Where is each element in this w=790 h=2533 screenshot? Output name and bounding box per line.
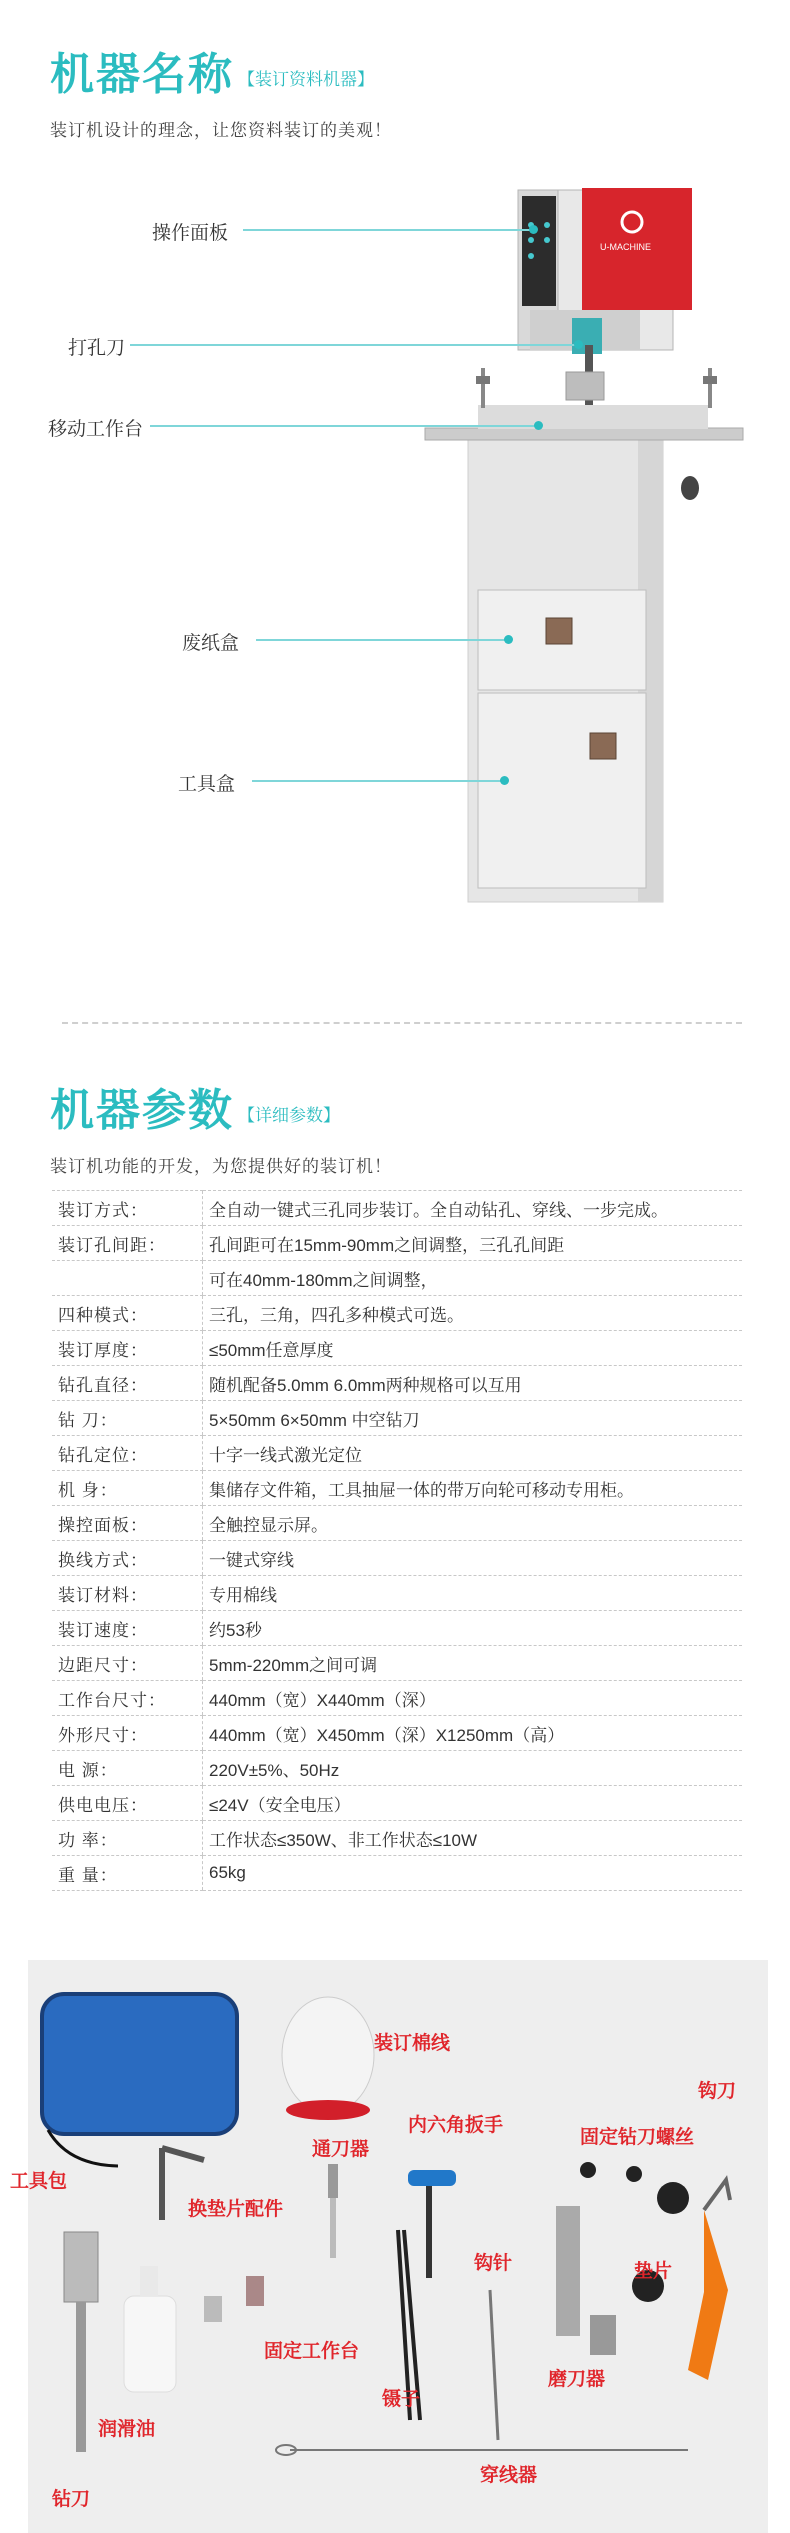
spec-key: 操控面板： (52, 1506, 202, 1541)
oil-bottle-image (124, 2266, 176, 2392)
table-row (52, 1471, 742, 1506)
binding-machine-illustration (0, 0, 790, 960)
label-crochet-needle: 钩针 (474, 2253, 513, 2274)
leader-dot (504, 635, 513, 644)
worktable (425, 428, 743, 440)
spec-value: 5×50mm 6×50mm 中空钻刀 (203, 1401, 742, 1436)
spec-value: 全触控显示屏。 (203, 1506, 742, 1541)
label-drill-screw: 固定钻刀螺丝 (580, 2127, 695, 2148)
table-row (52, 1786, 742, 1821)
tool-bag-image (42, 1994, 237, 2166)
table-row (52, 1611, 742, 1646)
spec-value: 十字一线式激光定位 (203, 1436, 742, 1471)
spec-value: 440mm（宽）X440mm（深） (203, 1681, 742, 1716)
crochet-needle-image (490, 2290, 498, 2440)
section1-title: 机器名称 (50, 50, 234, 99)
spec-value: 孔间距可在15mm-90mm之间调整，三孔孔间距 (203, 1226, 742, 1261)
section1-subtitle: 装订机设计的理念，让您资料装订的美观！ (50, 121, 392, 140)
callout-tool-box: 工具盒 (178, 774, 236, 795)
table-row (52, 1401, 742, 1436)
hook-knife-image (688, 2180, 730, 2380)
spec-key: 装订速度： (52, 1611, 202, 1646)
table-row (52, 1331, 742, 1366)
spec-key: 钻孔直径： (52, 1366, 202, 1401)
spec-key: 装订厚度： (52, 1331, 202, 1366)
spec-value: 随机配备5.0mm 6.0mm两种规格可以互用 (203, 1366, 742, 1401)
spec-value: 一键式穿线 (203, 1541, 742, 1576)
leader-dot (529, 225, 538, 234)
hex-key-image (408, 2170, 456, 2278)
thread-spool-image (282, 1997, 374, 2120)
drill-screw-image (657, 2182, 689, 2214)
spec-key: 装订材料： (52, 1576, 202, 1611)
spec-value: 5mm-220mm之间可调 (203, 1646, 742, 1681)
spec-value: 可在40mm-180mm之间调整， (203, 1261, 742, 1296)
spec-value: 全自动一键式三孔同步装订。全自动钻孔、穿线、一步完成。 (203, 1191, 742, 1226)
leader-dot (574, 340, 583, 349)
table-row (52, 1261, 742, 1296)
spec-value: 集储存文件箱，工具抽屉一体的带万向轮可移动专用柜。 (203, 1471, 742, 1506)
label-oil: 润滑油 (98, 2419, 156, 2440)
table-row (52, 1716, 742, 1751)
section-divider (62, 1022, 742, 1024)
spec-table (52, 1190, 742, 1891)
leader-line (256, 639, 508, 641)
callout-punch-knife: 打孔刀 (68, 338, 126, 359)
label-gasket: 垫片 (634, 2261, 673, 2282)
table-row (52, 1296, 742, 1331)
table-row (52, 1506, 742, 1541)
spec-key: 钻孔定位： (52, 1436, 202, 1471)
waste-drawer-knob (546, 618, 572, 644)
tool-drawer (478, 693, 646, 888)
spec-key: 钻 刀： (52, 1401, 202, 1436)
leader-dot (500, 776, 509, 785)
spec-value: ≤50mm任意厚度 (203, 1331, 742, 1366)
spec-key (52, 1261, 202, 1296)
spec-value: 三孔，三角，四孔多种模式可选。 (203, 1296, 742, 1331)
spec-key: 功 率： (52, 1821, 202, 1856)
fixing-table-part (246, 2276, 264, 2306)
table-row (52, 1191, 742, 1226)
section2-tag: 【详细参数】 (238, 1106, 340, 1125)
table-row (52, 1751, 742, 1786)
callout-waste-box: 废纸盒 (182, 633, 240, 654)
spec-value: 440mm（宽）X450mm（深）X1250mm（高） (203, 1716, 742, 1751)
callout-worktable: 移动工作台 (48, 419, 144, 440)
label-drill-bit: 钻刀 (52, 2489, 91, 2510)
spec-key: 重 量： (52, 1856, 202, 1891)
label-sharpener: 磨刀器 (548, 2369, 606, 2390)
label-gasket-parts: 换垫片配件 (188, 2199, 284, 2220)
label-hex-key: 内六角扳手 (408, 2115, 504, 2136)
section2-subtitle: 装订机功能的开发，为您提供好的装订机！ (50, 1157, 392, 1176)
table-row (52, 1681, 742, 1716)
label-threader: 穿线器 (480, 2465, 538, 2486)
cabinet-handle-hole (681, 476, 699, 500)
spec-value: 工作状态≤350W、非工作状态≤10W (203, 1821, 742, 1856)
leader-dot (534, 421, 543, 430)
spec-value: 220V±5%、50Hz (203, 1751, 742, 1786)
table-row (52, 1821, 742, 1856)
section2-header (50, 1074, 392, 1177)
leader-line (243, 229, 533, 231)
label-thread: 装订棉线 (374, 2033, 451, 2054)
label-hole-cleaner: 通刀器 (312, 2139, 370, 2160)
tool-drawer-knob (590, 733, 616, 759)
spec-value: ≤24V（安全电压） (203, 1786, 742, 1821)
tools-panel (10, 1960, 768, 2533)
table-row (52, 1436, 742, 1471)
table-row (52, 1226, 742, 1261)
spec-key: 边距尺寸： (52, 1646, 202, 1681)
spec-value: 约53秒 (203, 1611, 742, 1646)
sharpener-image (556, 2206, 616, 2355)
label-tool-bag: 工具包 (10, 2171, 68, 2192)
spec-key: 装订孔间距： (52, 1226, 202, 1261)
table-row (52, 1366, 742, 1401)
section1-tag: 【装订资料机器】 (238, 70, 374, 89)
callout-control-panel: 操作面板 (152, 223, 229, 244)
spec-key: 电 源： (52, 1751, 202, 1786)
label-fixing-table: 固定工作台 (264, 2341, 360, 2362)
control-panel (522, 196, 556, 306)
table-row (52, 1541, 742, 1576)
table-row (52, 1856, 742, 1891)
spec-key: 机 身： (52, 1471, 202, 1506)
table-row (52, 1646, 742, 1681)
leader-line (130, 344, 578, 346)
hole-cleaner-image (328, 2164, 338, 2258)
leader-line (252, 780, 504, 782)
section2-title: 机器参数 (50, 1086, 234, 1135)
spec-key: 四种模式： (52, 1296, 202, 1331)
spec-key: 换线方式： (52, 1541, 202, 1576)
spec-key: 供电电压： (52, 1786, 202, 1821)
drill-bit-image (64, 2232, 98, 2452)
spec-value: 65kg (203, 1856, 742, 1891)
spec-key: 工作台尺寸： (52, 1681, 202, 1716)
label-hook-knife: 钩刀 (698, 2081, 737, 2102)
brand-mark: U-MACHINE (600, 242, 651, 252)
table-row (52, 1576, 742, 1611)
spec-key: 外形尺寸： (52, 1716, 202, 1751)
spec-key: 装订方式： (52, 1191, 202, 1226)
leader-line (150, 425, 538, 427)
label-tweezers: 镊子 (382, 2389, 421, 2410)
spec-value: 专用棉线 (203, 1576, 742, 1611)
